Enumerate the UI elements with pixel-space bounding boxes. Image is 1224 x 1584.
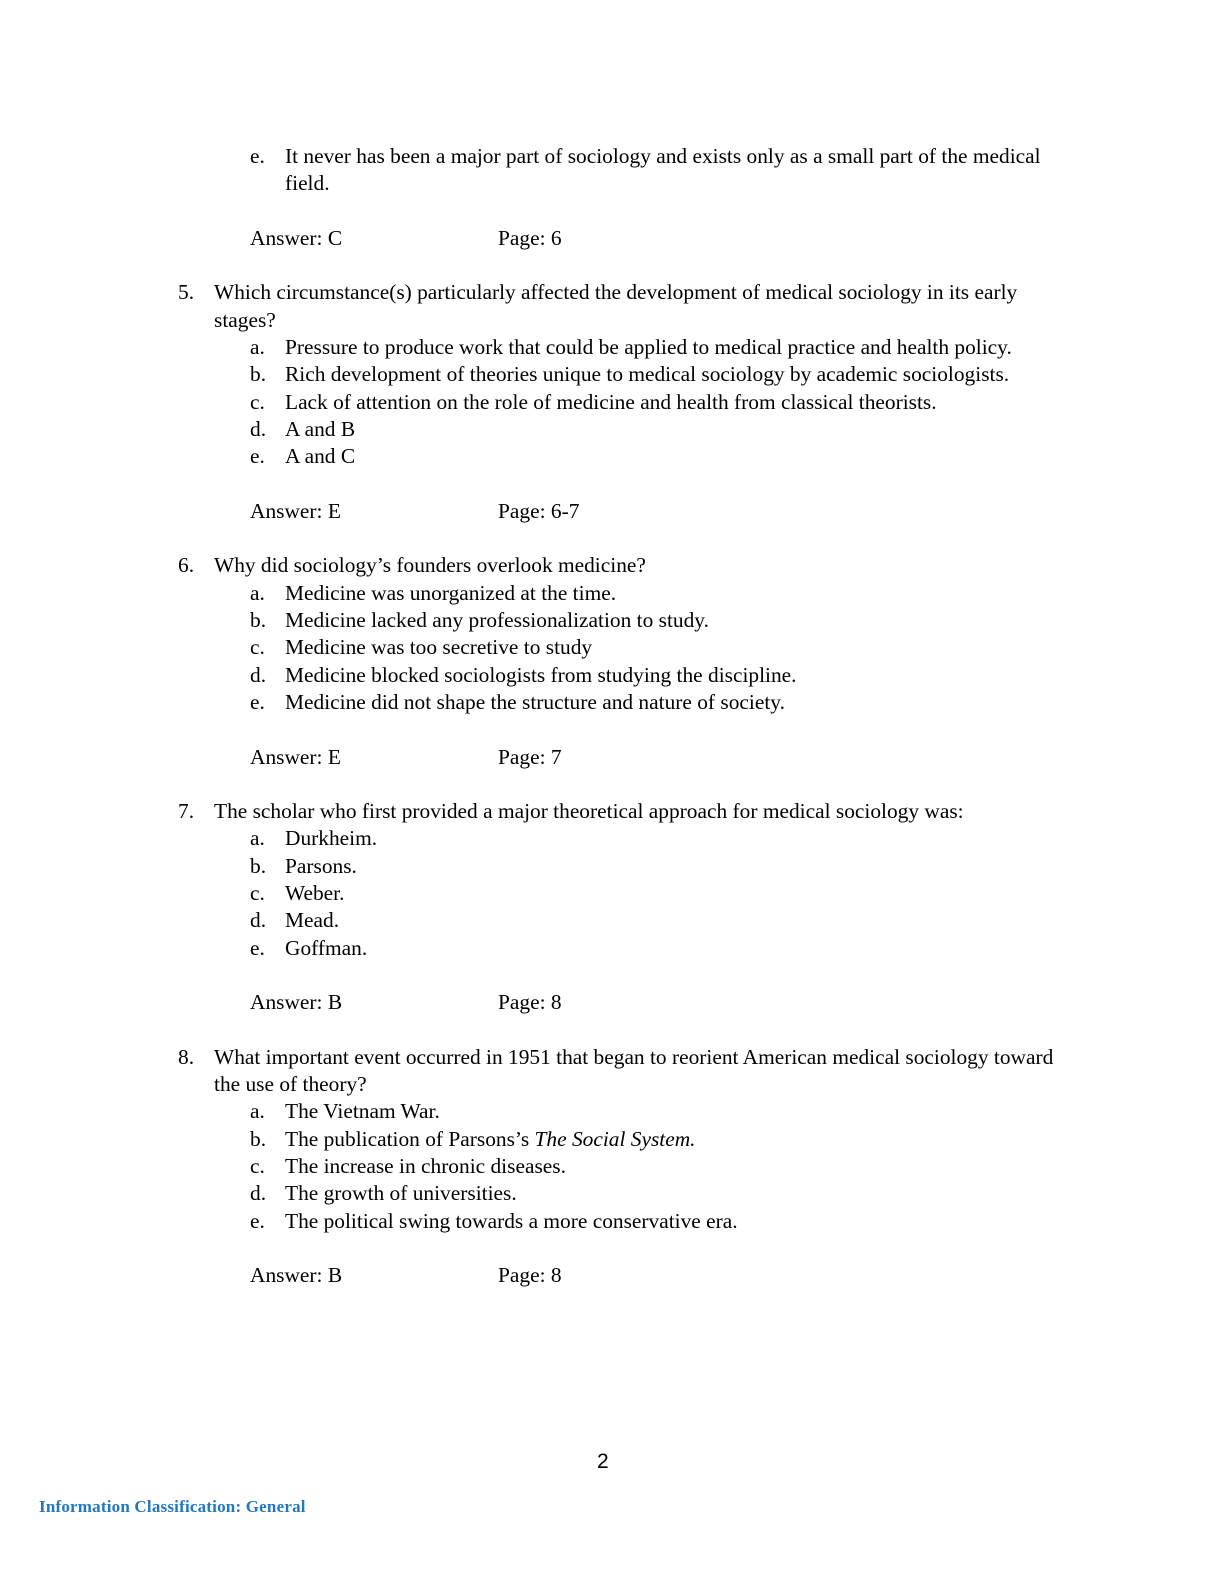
answer-option: [0, 416, 1224, 443]
option-text: Medicine did not shape the structure and nature of society.: [285, 689, 785, 714]
spacer: [0, 252, 1224, 279]
option-text: The publication of Parsons’s: [285, 1126, 535, 1151]
answer-key: Answer: B: [250, 1263, 343, 1288]
answer-line: [0, 744, 1224, 771]
option-text: Weber.: [285, 881, 345, 906]
option-letter: e.: [250, 689, 265, 714]
option-text-wrap: [285, 416, 1057, 443]
option-letter: d.: [250, 416, 267, 441]
answer-option: [0, 880, 1224, 907]
option-text-wrap: [285, 1126, 1057, 1153]
question-block: [0, 143, 1224, 252]
option-letter: e.: [250, 444, 265, 469]
option-letter: a.: [250, 580, 265, 605]
question-block: [0, 252, 1224, 525]
option-letter: b.: [250, 362, 267, 387]
option-text-wrap: [285, 143, 1057, 198]
answer-option: [0, 389, 1224, 416]
page-reference: Page: 7: [498, 744, 562, 769]
option-text-wrap: [285, 634, 1057, 661]
option-letter: c.: [250, 1153, 265, 1178]
question-block: [0, 525, 1224, 771]
option-text-wrap: [285, 662, 1057, 689]
option-text: Parsons.: [285, 853, 357, 878]
option-text-wrap: [285, 334, 1057, 361]
option-text-wrap: [285, 1180, 1057, 1207]
answer-option: [0, 443, 1224, 470]
answer-option: [0, 1098, 1224, 1125]
spacer: [0, 471, 1224, 498]
option-text: It never has been a major part of sociology and exists only as a small part of the medical field.: [285, 144, 1041, 196]
spacer: [0, 771, 1224, 798]
option-letter: a.: [250, 335, 265, 360]
book-title: The Social System.: [534, 1126, 696, 1151]
page-reference: Page: 6-7: [498, 498, 580, 523]
option-letter: d.: [250, 1181, 267, 1206]
answer-option: [0, 1208, 1224, 1235]
answer-option: [0, 935, 1224, 962]
option-text-wrap: [285, 935, 1057, 962]
option-text-wrap: [285, 825, 1057, 852]
answer-option: [0, 334, 1224, 361]
option-text: The growth of universities.: [285, 1181, 517, 1206]
answer-key: Answer: E: [250, 498, 341, 523]
answer-option: [0, 1180, 1224, 1207]
option-text-wrap: [285, 443, 1057, 470]
question-text: Why did sociology’s founders overlook medicine?: [214, 553, 646, 578]
option-text-wrap: [285, 880, 1057, 907]
answer-line: [0, 225, 1224, 252]
answer-option: [0, 662, 1224, 689]
answer-line: [0, 498, 1224, 525]
question-number: 7.: [178, 799, 195, 824]
option-letter: c.: [250, 389, 265, 414]
answer-option: [0, 580, 1224, 607]
question-text: Which circumstance(s) particularly affected the development of medical sociology in its early stages?: [214, 280, 1018, 332]
option-letter: d.: [250, 908, 267, 933]
option-letter: b.: [250, 608, 267, 633]
option-text: Medicine was unorganized at the time.: [285, 580, 617, 605]
classification-label: Information Classification: General: [39, 1497, 306, 1516]
option-text-wrap: [285, 1208, 1057, 1235]
option-text: Medicine was too secretive to study: [285, 635, 593, 660]
question-text: What important event occurred in 1951 that began to reorient American medical sociology toward the use of theory?: [214, 1044, 1054, 1097]
option-text-wrap: [285, 907, 1057, 934]
question-text: The scholar who first provided a major theoretical approach for medical sociology was:: [214, 799, 964, 824]
option-text: Rich development of theories unique to medical sociology by academic sociologists.: [285, 362, 1010, 387]
option-text: The political swing towards a more conservative era.: [285, 1208, 738, 1233]
option-text: Medicine blocked sociologists from studying the discipline.: [285, 662, 797, 687]
answer-option: [0, 825, 1224, 852]
option-text-wrap: [285, 1153, 1057, 1180]
option-text: Mead.: [285, 908, 340, 933]
page-reference: Page: 8: [498, 990, 562, 1015]
answer-option: [0, 907, 1224, 934]
spacer: [0, 525, 1224, 552]
spacer: [0, 1235, 1224, 1262]
question: [0, 798, 1224, 825]
answer-option: [0, 143, 1224, 198]
question: [0, 552, 1224, 579]
answer-option: [0, 1126, 1224, 1153]
option-text: The increase in chronic diseases.: [285, 1153, 566, 1178]
answer-key: Answer: B: [250, 990, 343, 1015]
option-text-wrap: [285, 580, 1057, 607]
option-text-wrap: [285, 853, 1057, 880]
option-text: Medicine lacked any professionalization to study.: [285, 608, 709, 633]
option-letter: d.: [250, 662, 267, 687]
answer-line: [0, 989, 1224, 1016]
option-text-wrap: [285, 607, 1057, 634]
spacer: [0, 962, 1224, 989]
question-number: 8.: [178, 1044, 195, 1069]
option-letter: c.: [250, 635, 265, 660]
answer-option: [0, 1153, 1224, 1180]
question-number: 5.: [178, 280, 195, 305]
spacer: [0, 198, 1224, 225]
option-text: The Vietnam War.: [285, 1099, 440, 1124]
document-body: [0, 143, 1224, 1289]
option-text: Pressure to produce work that could be applied to medical practice and health policy.: [285, 335, 1012, 360]
spacer: [0, 1017, 1224, 1044]
answer-option: [0, 853, 1224, 880]
option-letter: b.: [250, 1126, 267, 1151]
question: [0, 279, 1224, 334]
option-letter: a.: [250, 826, 265, 851]
option-text-wrap: [285, 389, 1057, 416]
option-text: Goffman.: [285, 935, 368, 960]
question-number: 6.: [178, 553, 195, 578]
answer-option: [0, 634, 1224, 661]
question-block: [0, 1017, 1224, 1290]
answer-key: Answer: E: [250, 744, 341, 769]
answer-option: [0, 607, 1224, 634]
question-block: [0, 771, 1224, 1017]
option-text: Durkheim.: [285, 826, 378, 851]
page-reference: Page: 6: [498, 225, 562, 250]
option-text-wrap: [285, 1098, 1057, 1125]
option-letter: c.: [250, 881, 265, 906]
question: [0, 1044, 1224, 1099]
option-letter: e.: [250, 935, 265, 960]
spacer: [0, 716, 1224, 743]
answer-key: Answer: C: [250, 225, 343, 250]
option-letter: e.: [250, 1208, 265, 1233]
answer-line: [0, 1262, 1224, 1289]
option-text-wrap: [285, 361, 1057, 388]
answer-option: [0, 361, 1224, 388]
option-letter: b.: [250, 853, 267, 878]
option-text: Lack of attention on the role of medicine and health from classical theorists.: [285, 389, 937, 414]
option-letter: a.: [250, 1099, 265, 1124]
page-number: 2: [597, 1450, 609, 1473]
option-text: A and B: [285, 416, 356, 441]
answer-option: [0, 689, 1224, 716]
option-letter: e.: [250, 144, 265, 168]
page-reference: Page: 8: [498, 1263, 562, 1288]
option-text: A and C: [285, 444, 356, 469]
option-text-wrap: [285, 689, 1057, 716]
